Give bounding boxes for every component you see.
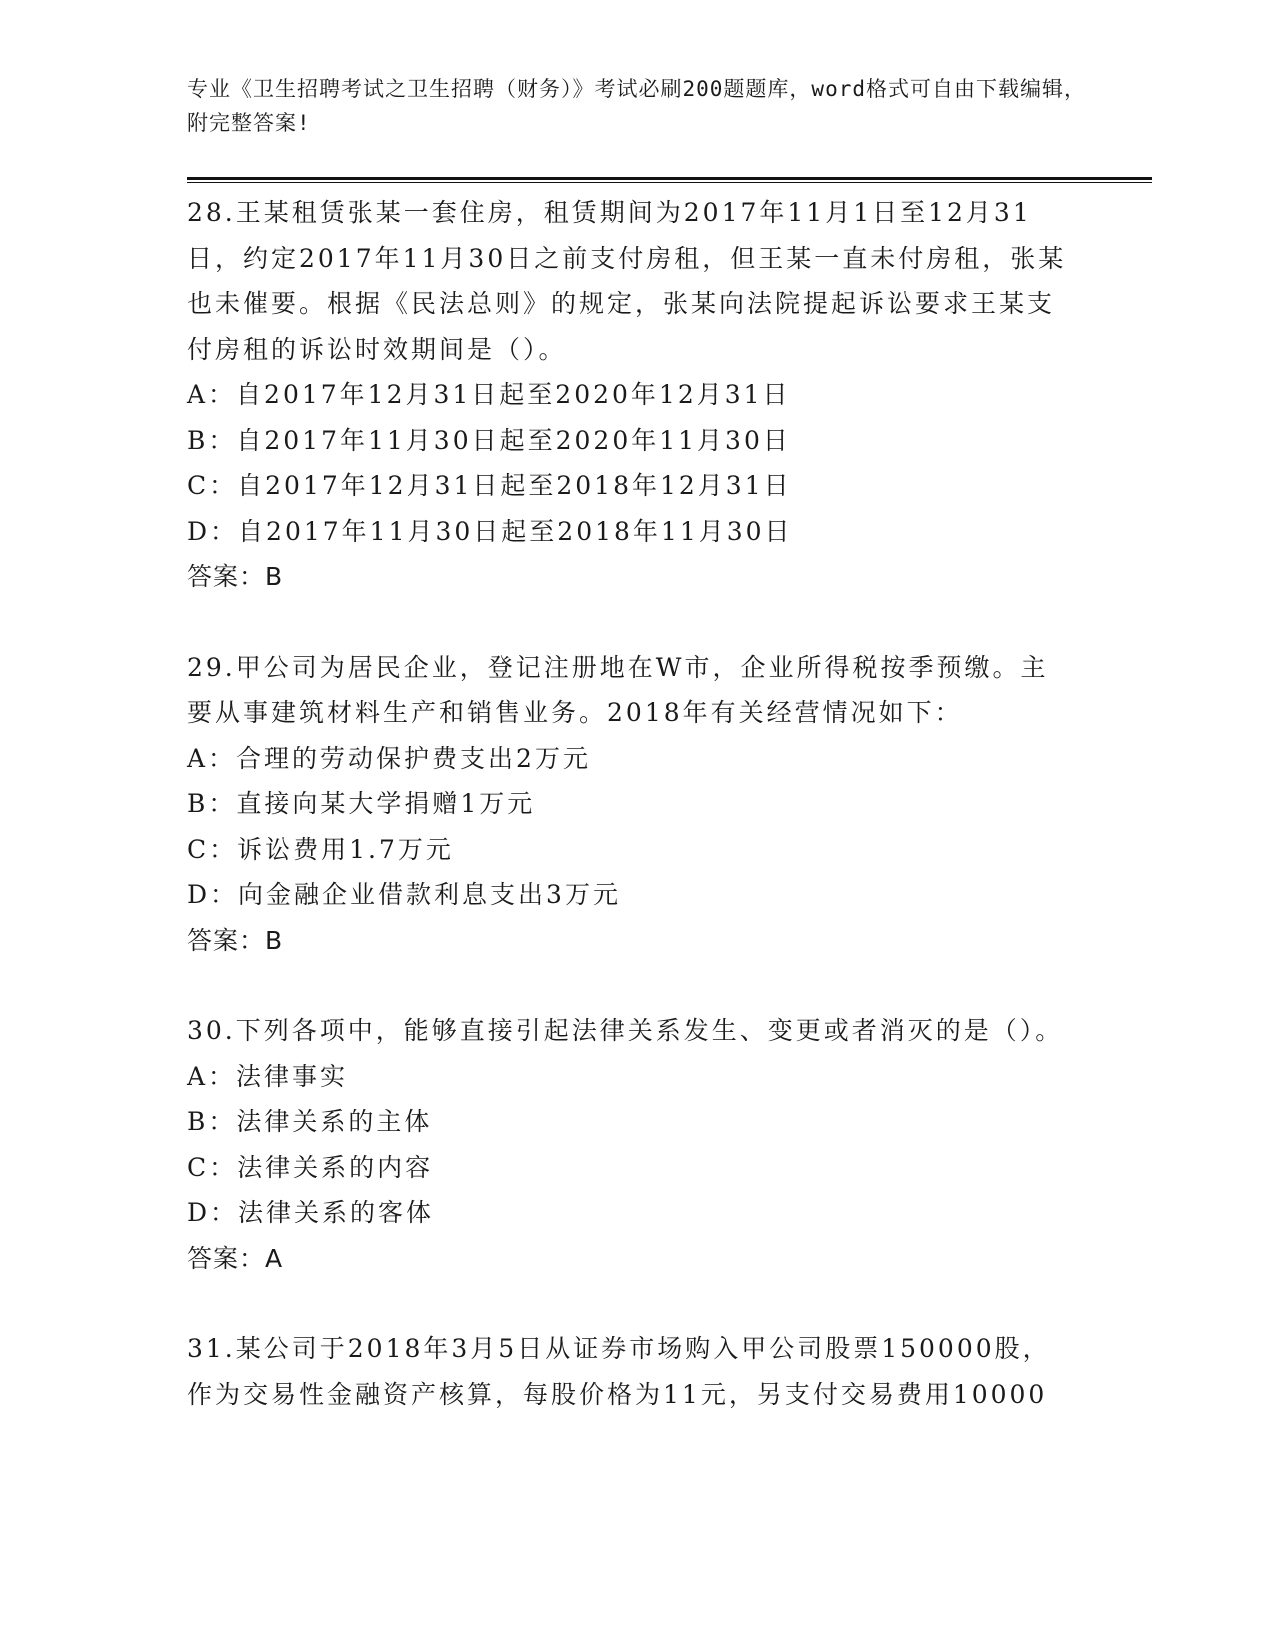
option-a: A：合理的劳动保护费支出2万元	[187, 743, 591, 773]
question-28	[187, 190, 1067, 600]
answer-line: 答案：B	[187, 562, 284, 591]
question-text: 28.王某租赁张某一套住房，租赁期间为2017年11月1日至12月31日，约定2017年11月30日之前支付房租，但王某一直未付房租，张某也未催要。根据《民法总则》的规定，张某向法院提起诉讼要求王某支付房租的诉讼时效期间是（）。	[187, 198, 1067, 364]
header-divider-thick	[187, 177, 1152, 180]
option-c: C：自2017年12月31日起至2018年12月31日	[187, 471, 792, 500]
spacer	[187, 1281, 1067, 1326]
spacer	[187, 600, 1067, 645]
question-list	[187, 190, 1067, 1417]
option-a: A：法律事实	[187, 1061, 349, 1091]
question-text: 30.下列各项中，能够直接引起法律关系发生、变更或者消灭的是（）。	[187, 1016, 1064, 1045]
option-b: B：自2017年11月30日起至2020年11月30日	[187, 425, 791, 455]
option-c: C：法律关系的内容	[187, 1152, 434, 1182]
question-30	[187, 1008, 1067, 1281]
option-b: B：法律关系的主体	[187, 1107, 433, 1136]
header-divider-thin	[187, 182, 1152, 183]
spacer	[187, 963, 1067, 1008]
option-d: D：向金融企业借款利息支出3万元	[187, 880, 621, 909]
option-c: C：诉讼费用1.7万元	[187, 834, 454, 864]
answer-line: 答案：A	[187, 1243, 284, 1273]
option-b: B：直接向某大学捐赠1万元	[187, 789, 536, 818]
option-d: D：自2017年11月30日起至2018年11月30日	[187, 516, 793, 546]
answer-line: 答案：B	[187, 925, 284, 955]
question-29	[187, 645, 1067, 964]
document-header: 专业《卫生招聘考试之卫生招聘（财务）》考试必刷200题题库，word格式可自由下载编辑，附完整答案!	[187, 77, 1086, 135]
question-text: 29.甲公司为居民企业，登记注册地在W市，企业所得税按季预缴。主要从事建筑材料生产和销售业务。2018年有关经营情况如下：	[187, 652, 1049, 727]
option-a: A：自2017年12月31日起至2020年12月31日	[187, 380, 791, 409]
question-text: 31.某公司于2018年3月5日从证券市场购入甲公司股票150000股，作为交易性金融资产核算，每股价格为11元，另支付交易费用10000	[187, 1334, 1051, 1409]
option-d: D：法律关系的客体	[187, 1198, 435, 1227]
question-31	[187, 1326, 1067, 1417]
